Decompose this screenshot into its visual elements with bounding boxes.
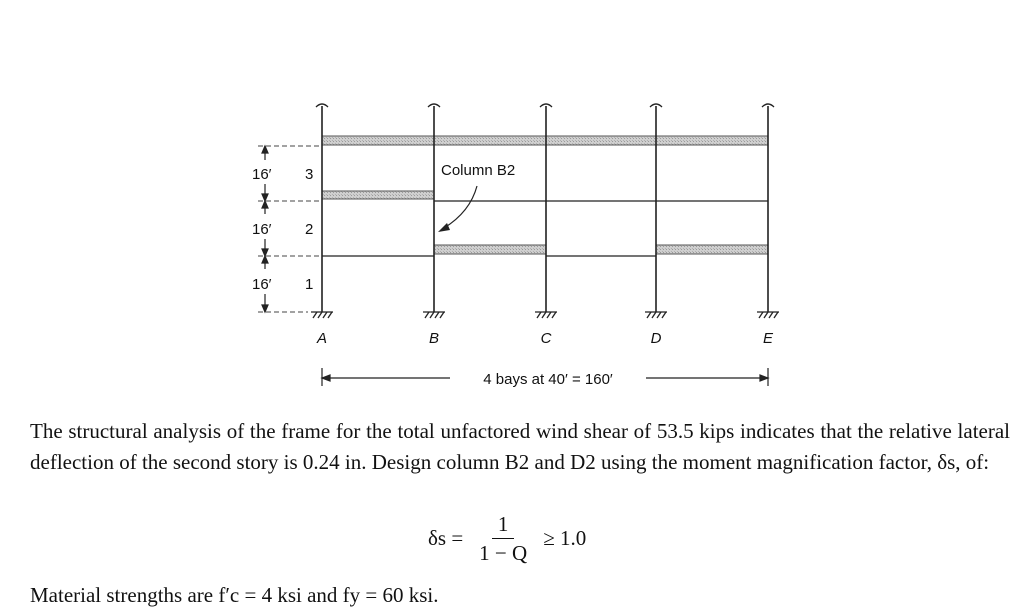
level-label-2: 2	[305, 221, 314, 238]
span-label: 4 bays at 40′ = 160′	[483, 371, 613, 388]
story-height-3: 16′	[252, 166, 272, 183]
column-line-a: A	[316, 330, 328, 347]
formula-fraction	[473, 512, 533, 565]
level-label-1: 1	[305, 276, 314, 293]
column-callout-label: Column B2	[441, 162, 516, 179]
roof-beam	[322, 136, 768, 145]
column-line-e: E	[762, 330, 774, 347]
magnification-formula	[428, 508, 586, 568]
formula-rhs: ≥ 1.0	[543, 525, 587, 550]
formula-lhs: δs =	[428, 525, 464, 550]
material-strengths: Material strengths are f′c = 4 ksi and fy = 60 ksi.	[30, 583, 439, 607]
column-line-c: C	[540, 330, 552, 347]
story-height-1: 16′	[252, 276, 272, 293]
level-3-beam-ab	[322, 191, 434, 199]
level-label-3: 3	[305, 166, 314, 183]
callout-leader	[444, 186, 477, 228]
callout-arrowhead	[438, 223, 450, 232]
level-2-beam-de	[656, 245, 768, 254]
formula-denominator: 1 − Q	[479, 540, 528, 565]
column-break-marks	[316, 104, 774, 107]
column-line-b: B	[428, 330, 440, 347]
problem-statement: The structural analysis of the frame for the total unfactored wind shear of 53.5 kips indicates that the relative lateral deflection of the second story is 0.24 in. Design column B2 and D2 using the moment magnification factor, δs, of:	[30, 419, 1010, 474]
story-height-2: 16′	[252, 221, 272, 238]
formula-numerator: 1	[492, 512, 515, 539]
column-line-d: D	[650, 330, 662, 347]
beams	[322, 136, 768, 254]
level-2-beam-bc	[434, 245, 546, 254]
fixed-supports	[311, 312, 779, 318]
